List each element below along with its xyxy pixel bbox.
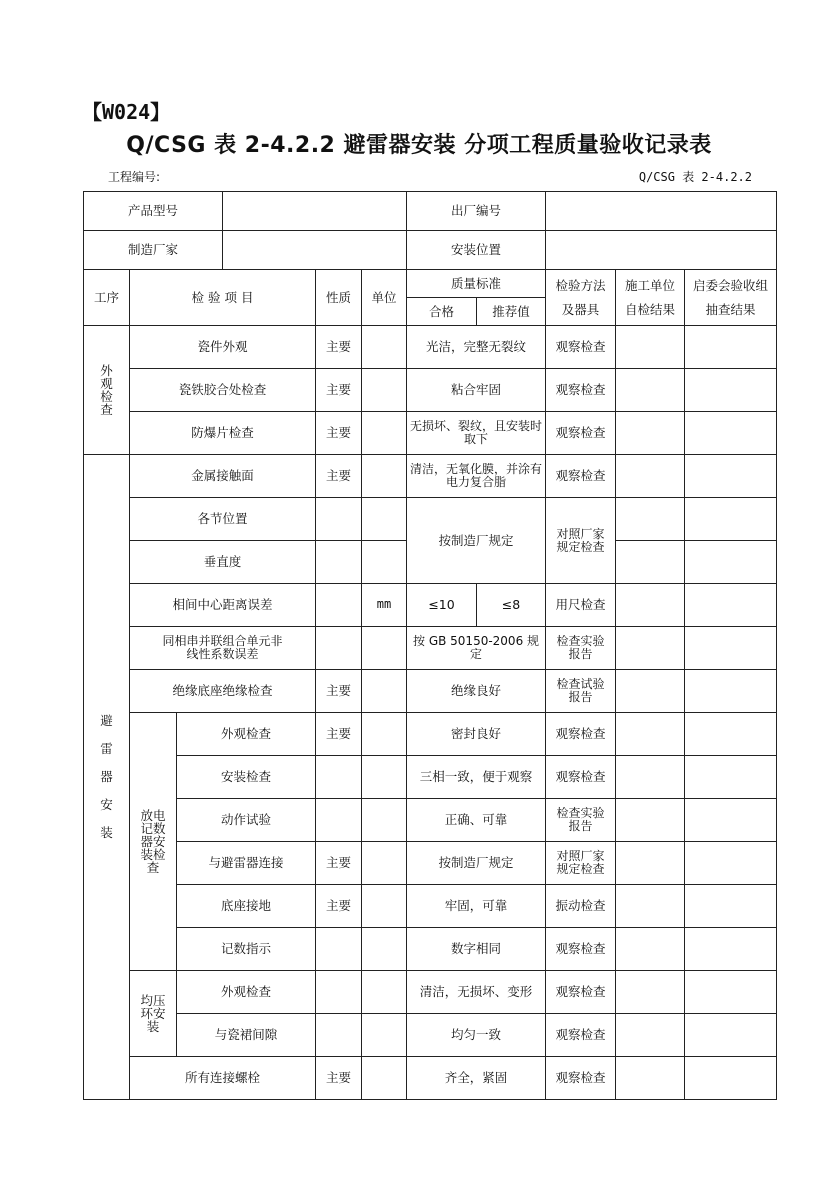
table-row bbox=[84, 584, 777, 627]
acceptance-result[interactable] bbox=[685, 627, 777, 670]
item-name: 外观检查 bbox=[177, 713, 316, 756]
quality-standard: 粘合牢固 bbox=[407, 369, 546, 412]
self-check-result[interactable] bbox=[616, 369, 685, 412]
quality-standard: 清洁，无氧化膜，并涂有电力复合脂 bbox=[407, 455, 546, 498]
inspection-method: 观察检查 bbox=[546, 756, 616, 799]
inspection-method: 观察检查 bbox=[546, 455, 616, 498]
form-number: Q/CSG 表 2-4.2.2 bbox=[638, 170, 752, 184]
quality-standard: 按 GB 50150-2006 规定 bbox=[407, 627, 546, 670]
inspection-method: 对照厂家规定检查 bbox=[546, 498, 616, 584]
acceptance-result[interactable] bbox=[685, 1014, 777, 1057]
nature: 主要 bbox=[316, 1057, 362, 1100]
unit bbox=[362, 326, 407, 369]
table-row bbox=[84, 670, 777, 713]
acceptance-result[interactable] bbox=[685, 326, 777, 369]
table-row bbox=[84, 369, 777, 412]
self-check-result[interactable] bbox=[616, 885, 685, 928]
inspection-method: 检查实验报告 bbox=[546, 799, 616, 842]
nature bbox=[316, 1014, 362, 1057]
header-method-line1: 检验方法 bbox=[555, 277, 606, 293]
header-nature: 性质 bbox=[316, 270, 362, 326]
item-name: 瓷铁胶合处检查 bbox=[130, 369, 316, 412]
quality-standard: 均匀一致 bbox=[407, 1014, 546, 1057]
item-name: 记数指示 bbox=[177, 928, 316, 971]
manufacturer-label: 制造厂家 bbox=[84, 231, 223, 270]
qualified-value: ≤10 bbox=[407, 584, 477, 627]
table-row bbox=[84, 498, 777, 541]
self-check-result[interactable] bbox=[616, 1057, 685, 1100]
table-row bbox=[84, 1057, 777, 1100]
inspection-method: 观察检查 bbox=[546, 412, 616, 455]
inspection-method: 观察检查 bbox=[546, 1014, 616, 1057]
unit bbox=[362, 971, 407, 1014]
nature bbox=[316, 928, 362, 971]
unit bbox=[362, 541, 407, 584]
nature: 主要 bbox=[316, 713, 362, 756]
unit bbox=[362, 670, 407, 713]
quality-standard: 数字相同 bbox=[407, 928, 546, 971]
nature: 主要 bbox=[316, 670, 362, 713]
quality-standard: 光洁，完整无裂纹 bbox=[407, 326, 546, 369]
install-location-label: 安装位置 bbox=[407, 231, 546, 270]
item-name: 与避雷器连接 bbox=[177, 842, 316, 885]
header-self-check bbox=[616, 270, 685, 326]
nature bbox=[316, 799, 362, 842]
nature bbox=[316, 584, 362, 627]
group-install bbox=[84, 455, 130, 1100]
unit bbox=[362, 928, 407, 971]
inspection-method: 检查实验报告 bbox=[546, 627, 616, 670]
item-name: 防爆片检查 bbox=[130, 412, 316, 455]
nature: 主要 bbox=[316, 842, 362, 885]
acceptance-result[interactable] bbox=[685, 842, 777, 885]
nature bbox=[316, 541, 362, 584]
unit bbox=[362, 713, 407, 756]
self-check-result[interactable] bbox=[616, 498, 685, 541]
acceptance-result[interactable] bbox=[685, 971, 777, 1014]
nature: 主要 bbox=[316, 455, 362, 498]
quality-standard: 密封良好 bbox=[407, 713, 546, 756]
self-check-result[interactable] bbox=[616, 412, 685, 455]
table-row bbox=[84, 885, 777, 928]
inspection-method: 观察检查 bbox=[546, 326, 616, 369]
item-name: 绝缘底座绝缘检查 bbox=[130, 670, 316, 713]
table-row bbox=[84, 627, 777, 670]
unit bbox=[362, 455, 407, 498]
unit bbox=[362, 885, 407, 928]
group-grading-ring: 均压环安装 bbox=[130, 971, 177, 1057]
self-check-result[interactable] bbox=[616, 627, 685, 670]
unit bbox=[362, 756, 407, 799]
group-install-label: 避雷器安装 bbox=[100, 713, 113, 840]
quality-standard: 按制造厂规定 bbox=[407, 498, 546, 584]
table-row bbox=[84, 971, 777, 1014]
recommended-value: ≤8 bbox=[477, 584, 546, 627]
self-check-result[interactable] bbox=[616, 584, 685, 627]
table-row bbox=[84, 799, 777, 842]
acceptance-result[interactable] bbox=[685, 885, 777, 928]
quality-standard: 正确、可靠 bbox=[407, 799, 546, 842]
self-check-result[interactable] bbox=[616, 713, 685, 756]
quality-standard: 无损坏、裂纹，且安装时取下 bbox=[407, 412, 546, 455]
item-name: 金属接触面 bbox=[130, 455, 316, 498]
header-acc-line1: 启委会验收组 bbox=[693, 277, 769, 293]
factory-no-label: 出厂编号 bbox=[407, 192, 546, 231]
product-model-field[interactable] bbox=[223, 192, 407, 231]
inspection-method: 对照厂家规定检查 bbox=[546, 842, 616, 885]
table-row bbox=[84, 928, 777, 971]
acceptance-result[interactable] bbox=[685, 455, 777, 498]
acceptance-result[interactable] bbox=[685, 799, 777, 842]
quality-standard: 绝缘良好 bbox=[407, 670, 546, 713]
acceptance-result[interactable] bbox=[685, 369, 777, 412]
header-recommended: 推荐值 bbox=[477, 298, 546, 326]
item-name: 与瓷裙间隙 bbox=[177, 1014, 316, 1057]
table-row bbox=[84, 455, 777, 498]
quality-standard: 三相一致，便于观察 bbox=[407, 756, 546, 799]
item-name: 外观检查 bbox=[177, 971, 316, 1014]
item-name: 动作试验 bbox=[177, 799, 316, 842]
inspection-method: 振动检查 bbox=[546, 885, 616, 928]
item-name: 各节位置 bbox=[130, 498, 316, 541]
acceptance-result[interactable] bbox=[685, 756, 777, 799]
header-unit: 单位 bbox=[362, 270, 407, 326]
acceptance-result[interactable] bbox=[685, 1057, 777, 1100]
inspection-table bbox=[83, 269, 777, 1100]
quality-standard: 按制造厂规定 bbox=[407, 842, 546, 885]
unit bbox=[362, 369, 407, 412]
inspection-method: 检查试验报告 bbox=[546, 670, 616, 713]
group-counter: 放电记数器安装检查 bbox=[130, 713, 177, 971]
header-process: 工序 bbox=[84, 270, 130, 326]
unit bbox=[362, 1057, 407, 1100]
self-check-result[interactable] bbox=[616, 928, 685, 971]
nature: 主要 bbox=[316, 326, 362, 369]
self-check-result[interactable] bbox=[616, 971, 685, 1014]
header-standard: 质量标准 bbox=[407, 270, 546, 298]
acceptance-result[interactable] bbox=[685, 412, 777, 455]
form-code: 【W024】 bbox=[82, 100, 171, 124]
self-check-result[interactable] bbox=[616, 1014, 685, 1057]
inspection-method: 观察检查 bbox=[546, 1057, 616, 1100]
self-check-result[interactable] bbox=[616, 670, 685, 713]
unit bbox=[362, 498, 407, 541]
nature bbox=[316, 627, 362, 670]
inspection-method: 观察检查 bbox=[546, 971, 616, 1014]
nature bbox=[316, 498, 362, 541]
acceptance-result[interactable] bbox=[685, 670, 777, 713]
unit bbox=[362, 412, 407, 455]
header-method-line2: 及器具 bbox=[561, 301, 600, 317]
self-check-result[interactable] bbox=[616, 455, 685, 498]
product-model-label: 产品型号 bbox=[84, 192, 223, 231]
item-name: 同相串并联组合单元非线性系数误差 bbox=[130, 627, 316, 670]
unit: mm bbox=[362, 584, 407, 627]
inspection-method: 观察检查 bbox=[546, 928, 616, 971]
nature: 主要 bbox=[316, 369, 362, 412]
info-table bbox=[83, 191, 777, 270]
self-check-result[interactable] bbox=[616, 842, 685, 885]
item-name: 相间中心距离误差 bbox=[130, 584, 316, 627]
item-name: 所有连接螺栓 bbox=[130, 1057, 316, 1100]
table-row bbox=[84, 756, 777, 799]
install-location-field[interactable] bbox=[546, 231, 777, 270]
item-name: 安装检查 bbox=[177, 756, 316, 799]
unit bbox=[362, 842, 407, 885]
header-acceptance bbox=[685, 270, 777, 326]
self-check-result[interactable] bbox=[616, 756, 685, 799]
unit bbox=[362, 799, 407, 842]
factory-no-field[interactable] bbox=[546, 192, 777, 231]
unit bbox=[362, 1014, 407, 1057]
table-row bbox=[84, 1014, 777, 1057]
header-item: 检 验 项 目 bbox=[130, 270, 316, 326]
self-check-result[interactable] bbox=[616, 541, 685, 584]
manufacturer-field[interactable] bbox=[223, 231, 407, 270]
unit bbox=[362, 627, 407, 670]
nature bbox=[316, 971, 362, 1014]
item-name: 瓷件外观 bbox=[130, 326, 316, 369]
acceptance-result[interactable] bbox=[685, 928, 777, 971]
item-name: 底座接地 bbox=[177, 885, 316, 928]
nature: 主要 bbox=[316, 885, 362, 928]
inspection-method: 观察检查 bbox=[546, 713, 616, 756]
inspection-method: 观察检查 bbox=[546, 369, 616, 412]
acceptance-result[interactable] bbox=[685, 541, 777, 584]
quality-standard: 齐全，紧固 bbox=[407, 1057, 546, 1100]
header-self-line2: 自检结果 bbox=[625, 301, 676, 317]
header-acc-line2: 抽查结果 bbox=[705, 301, 756, 317]
group-appearance: 外观检查 bbox=[84, 326, 130, 455]
item-name: 垂直度 bbox=[130, 541, 316, 584]
table-row bbox=[84, 326, 777, 369]
header-qualified: 合格 bbox=[407, 298, 477, 326]
header-self-line1: 施工单位 bbox=[625, 277, 676, 293]
acceptance-result[interactable] bbox=[685, 584, 777, 627]
table-row bbox=[84, 713, 777, 756]
quality-standard: 牢固，可靠 bbox=[407, 885, 546, 928]
table-row bbox=[84, 412, 777, 455]
project-number-label: 工程编号: bbox=[108, 170, 161, 184]
table-row bbox=[84, 842, 777, 885]
self-check-result[interactable] bbox=[616, 326, 685, 369]
inspection-method: 用尺检查 bbox=[546, 584, 616, 627]
acceptance-result[interactable] bbox=[685, 713, 777, 756]
page-title: Q/CSG 表 2-4.2.2 避雷器安装 分项工程质量验收记录表 bbox=[126, 133, 712, 158]
acceptance-result[interactable] bbox=[685, 498, 777, 541]
self-check-result[interactable] bbox=[616, 799, 685, 842]
quality-standard: 清洁，无损坏、变形 bbox=[407, 971, 546, 1014]
nature bbox=[316, 756, 362, 799]
nature: 主要 bbox=[316, 412, 362, 455]
header-method bbox=[546, 270, 616, 326]
